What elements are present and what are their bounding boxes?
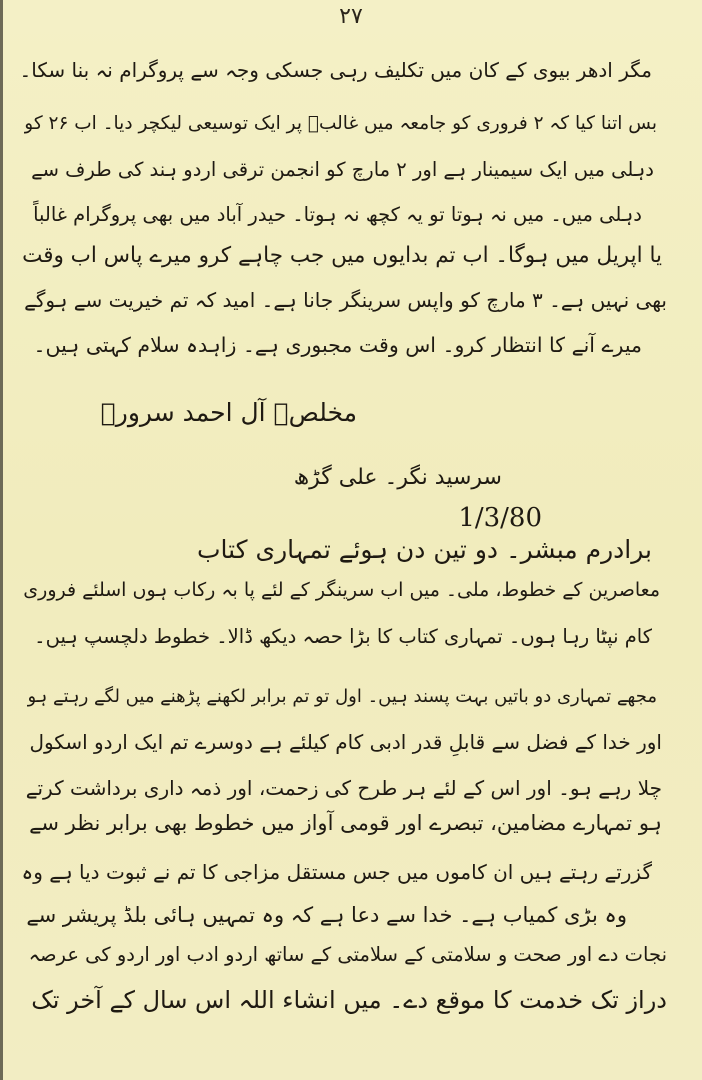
letter1-line-5: یا اپریل میں ہوگا۔ اب تم بدایوں میں جب چاہے کرو میرے پاس اب وقت: [22, 243, 662, 268]
page-edge-shadow: [0, 0, 3, 1080]
letter2-line-2: معاصرین کے خطوط، ملی۔ میں اب سرینگر کے لئے پا بہ رکاب ہوں اسلئے فروری: [23, 579, 660, 601]
letter2-salutation: برادرم مبشر۔ دو تین دن ہوئے تمہاری کتاب: [196, 535, 652, 564]
letter1-line-1: مگر ادھر بیوی کے کان میں تکلیف رہی جسکی وجہ سے پروگرام نہ بنا سکا۔: [19, 58, 652, 82]
letter1-line-4: دہلی میں۔ میں نہ ہوتا تو یہ کچھ نہ ہوتا۔ حیدر آباد میں بھی پروگرام غالباً: [33, 203, 642, 226]
letter2-line-5: اور خدا کے فضل سے قابلِ قدر ادبی کام کیلئے ہے دوسرے تم ایک اردو اسکول: [29, 730, 662, 754]
letter2-date: 1/3/80: [458, 503, 542, 533]
letter2-line-11: دراز تک خدمت کا موقع دے۔ میں انشاء اللہ اس سال کے آخر تک: [31, 986, 667, 1014]
letter2-line-8: گزرتے رہتے ہیں ان کاموں میں جس مستقل مزاجی کا تم نے ثبوت دیا ہے وہ: [21, 860, 652, 884]
page-number: ۲۷: [339, 4, 363, 29]
letter2-line-6: چلا رہے ہو۔ اور اس کے لئے ہر طرح کی زحمت، اور ذمہ داری برداشت کرتے: [25, 776, 662, 800]
letter2-address: سرسید نگر۔ علی گڑھ: [293, 465, 502, 490]
letter1-line-7: میرے آنے کا انتظار کرو۔ اس وقت مجبوری ہے۔ زاہدہ سلام کہتی ہیں۔: [33, 333, 642, 357]
letter2-line-3: کام نپٹا رہا ہوں۔ تمہاری کتاب کا بڑا حصہ دیکھ ڈالا۔ خطوط دلچسپ ہیں۔: [34, 625, 652, 648]
letter1-line-2: بس اتنا کیا کہ ۲ فروری کو جامعہ میں غالبؔ پر ایک توسیعی لیکچر دیا۔ اب ۲۶ کو: [24, 113, 657, 134]
letter2-line-4: مجھے تمہاری دو باتیں بہت پسند ہیں۔ اول تو تم برابر لکھنے پڑھنے میں لگے رہتے ہو: [27, 686, 657, 707]
letter2-line-7: ہو تمہارے مضامین، تبصرے اور قومی آواز میں خطوط بھی برابر نظر سے: [29, 811, 662, 835]
letter1-signature: مخلص۔ آل احمد سرورؔ: [100, 398, 357, 427]
letter2-line-9: وہ بڑی کمیاب ہے۔ خدا سے دعا ہے کہ وہ تمہیں ہائی بلڈ پریشر سے: [26, 903, 627, 927]
letter2-line-10: نجات دے اور صحت و سلامتی کے سلامتی کے ساتھ اردو ادب اور اردو کی عرصہ: [28, 943, 667, 966]
letter1-line-6: بھی نہیں ہے۔ ۳ مارچ کو واپس سرینگر جانا ہے۔ امید کہ تم خیریت سے ہوگے: [24, 288, 667, 312]
letter1-line-3: دہلی میں ایک سیمینار ہے اور ۲ مارچ کو انجمن ترقی اردو ہند کی طرف سے: [31, 158, 654, 181]
